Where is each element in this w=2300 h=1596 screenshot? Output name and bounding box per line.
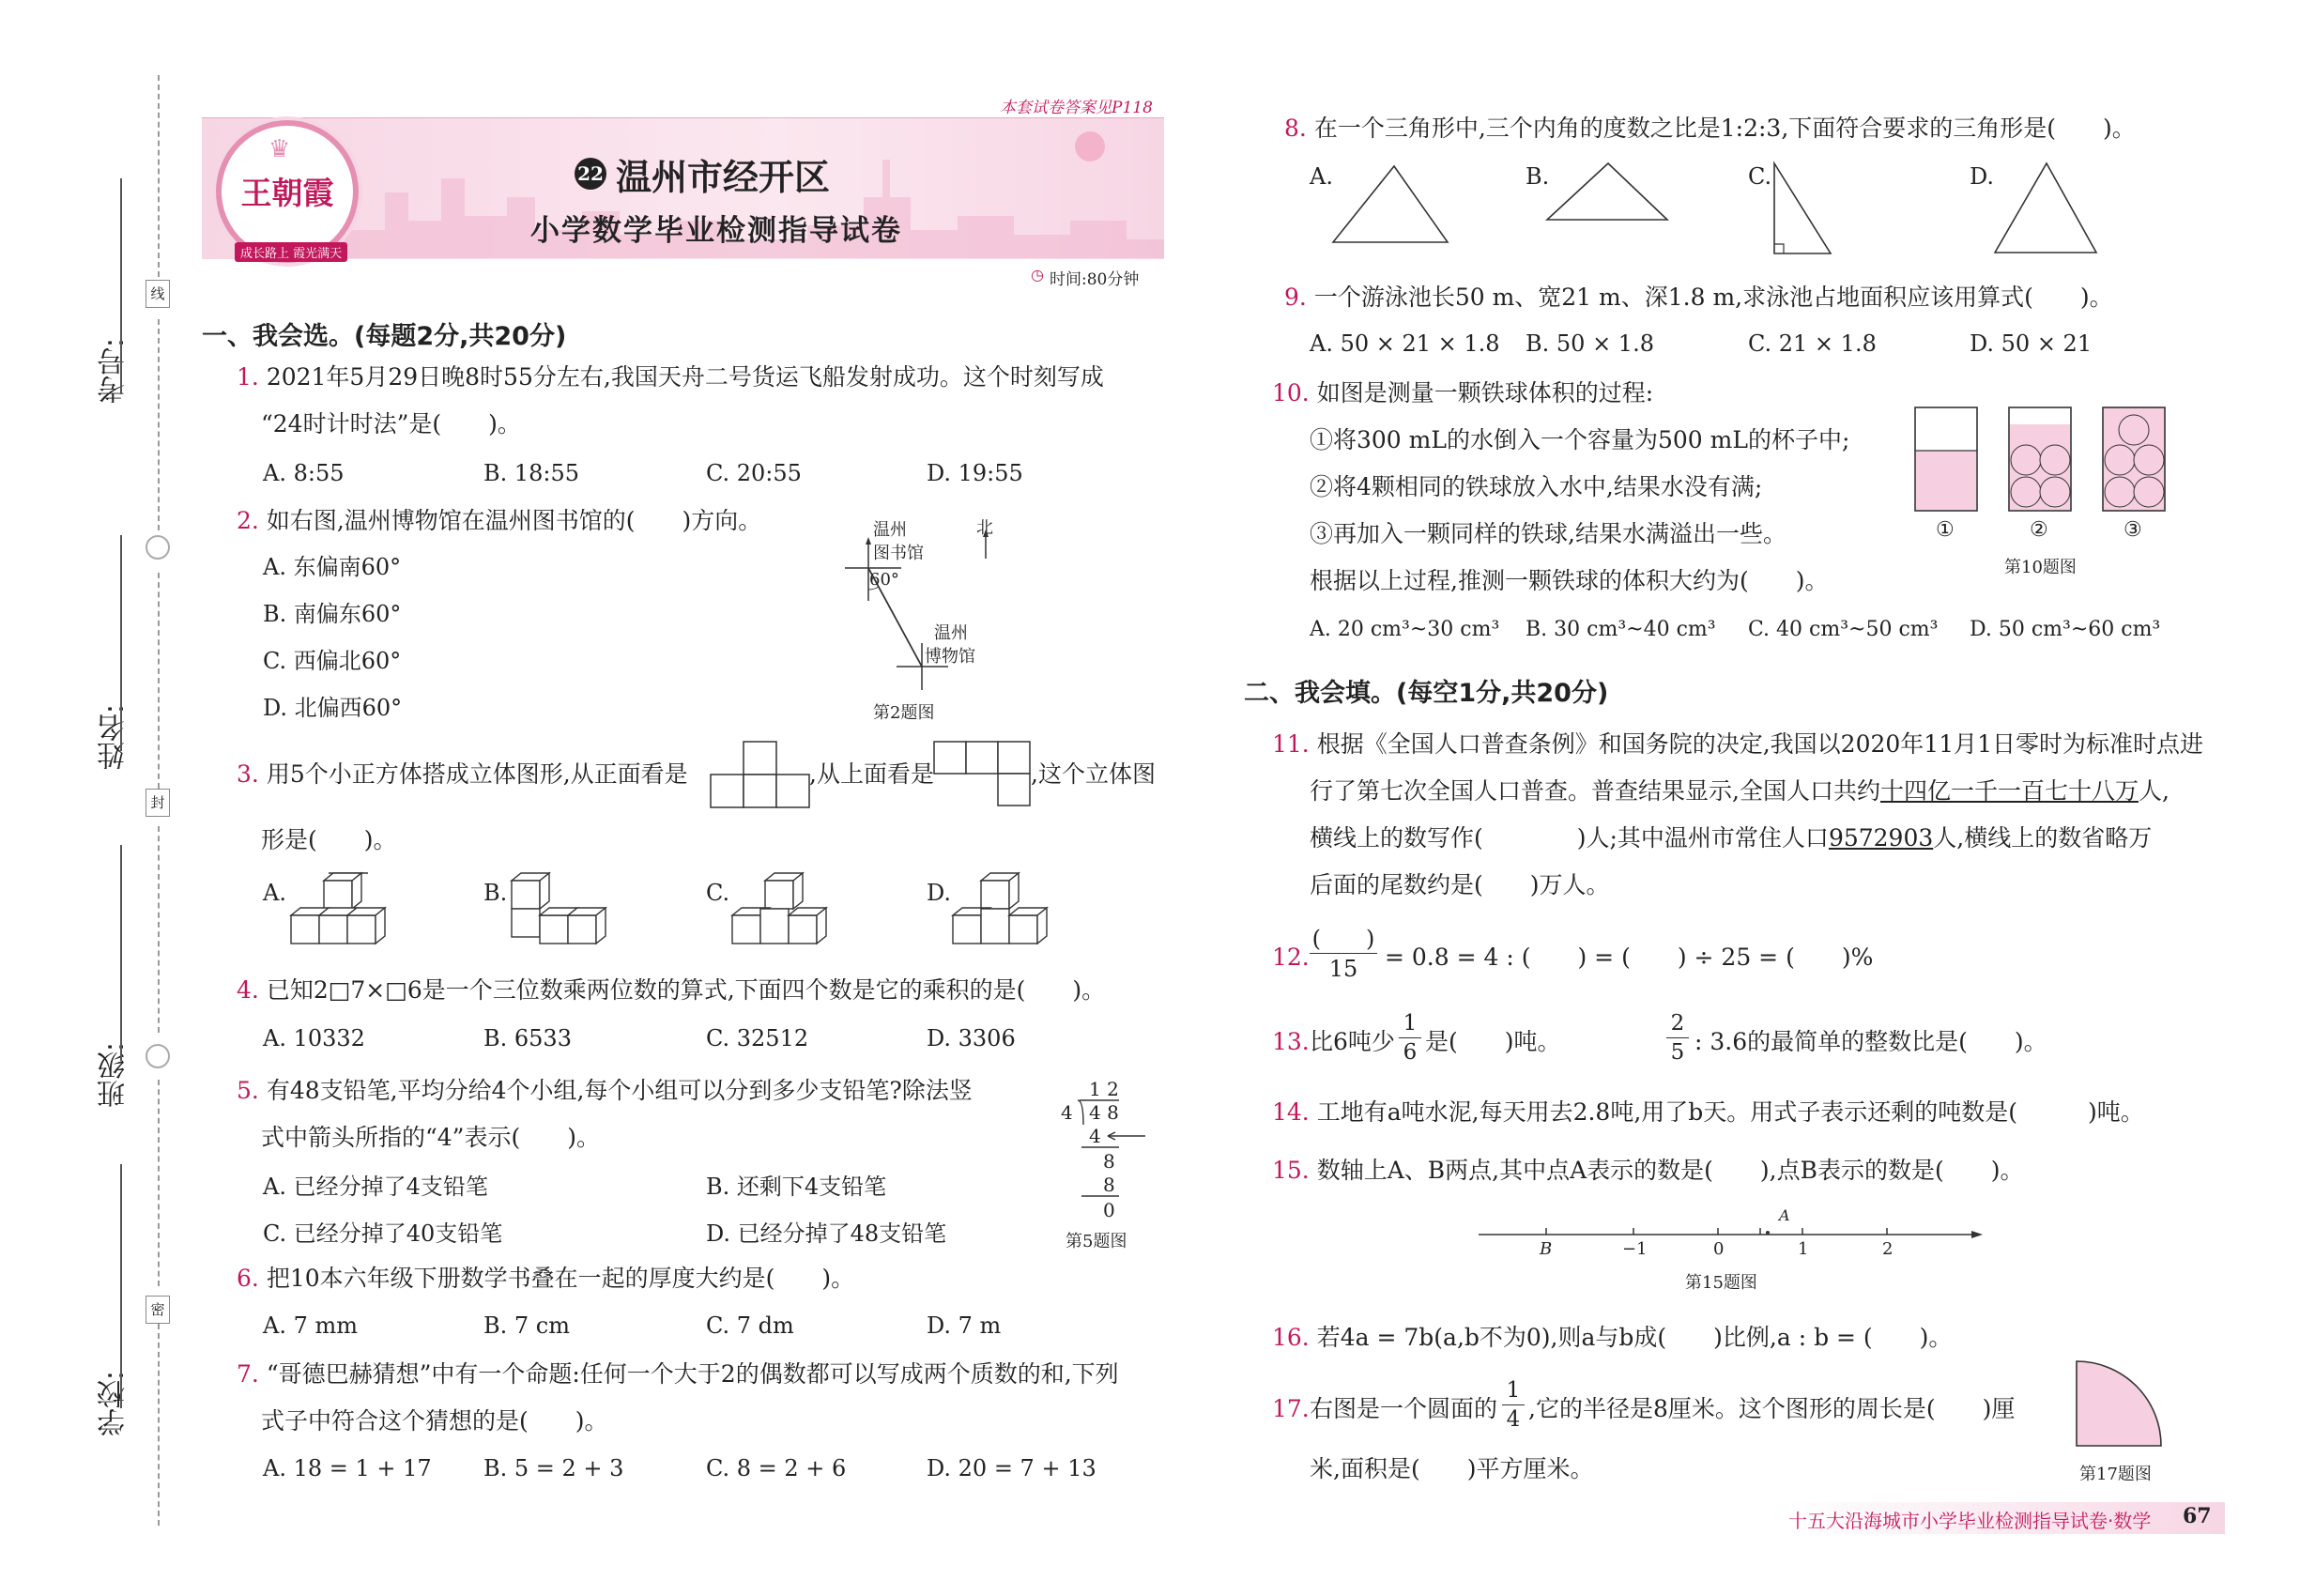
sun-decoration [1075, 131, 1105, 161]
q13-fraction-1 [1399, 1009, 1421, 1067]
q11-number: 11. [1272, 730, 1310, 758]
exam-title: 温州市经开区 [616, 157, 831, 198]
q1-option-a[interactable]: A. 8:55 [263, 460, 345, 486]
q7-option-b[interactable]: B. 5 = 2 + 3 [483, 1455, 624, 1481]
exam-subtitle: 小学数学毕业检测指导试卷 [530, 214, 902, 248]
q9-option-b[interactable]: B. 50 × 1.8 [1526, 330, 1654, 357]
page-number: 67 [2183, 1504, 2212, 1528]
binding-line-5 [158, 1080, 160, 1286]
q13-part-c: : 3.6的最简单的整数比是( )。 [1694, 1028, 2047, 1055]
q5-text: 有48支铅笔,平均分给4个小组,每个小组可以分到多少支铅笔?除法竖 [266, 1077, 973, 1104]
q7-option-d[interactable]: D. 20 = 7 + 13 [927, 1455, 1096, 1481]
q5-line2: 式中箭头所指的“4”表示( )。 [261, 1124, 600, 1151]
q13-part-a: 比6吨少 [1310, 1028, 1395, 1055]
binding-ring-2 [146, 1044, 170, 1068]
q13-fraction-2 [1666, 1009, 1689, 1067]
q12-equation: = 0.8 = 4 : ( ) = ( ) ÷ 25 = ( )% [1385, 944, 1874, 971]
q7 [237, 1358, 1119, 1390]
q13-fraction-1-den: 6 [1403, 1040, 1418, 1065]
q3-line2: 形是( )。 [261, 826, 397, 853]
q11-line3 [1310, 822, 2152, 854]
q8-triangle-a [1333, 164, 1450, 244]
q2-text: 如右图,温州博物馆在温州图书馆的( )方向。 [266, 507, 762, 534]
q1-option-b[interactable]: B. 18:55 [483, 460, 580, 486]
q7-number: 7. [237, 1360, 259, 1388]
q11-line2-a: 行了第七次全国人口普查。普查结果显示,全国人口共约 [1310, 777, 1880, 805]
q15 [1272, 1155, 2023, 1187]
q2-option-c[interactable]: C. 西偏北60° [263, 648, 402, 674]
q11-line2 [1310, 775, 2170, 807]
q15-tick-neg1: −1 [1622, 1239, 1648, 1259]
q17-quarter-circle [2075, 1359, 2164, 1449]
q17-line2: 米,面积是( )平方厘米。 [1310, 1455, 1594, 1482]
q1-option-c[interactable]: C. 20:55 [706, 460, 802, 486]
q5-divisor: 4 [1061, 1101, 1073, 1124]
section-2-title: 二、我会填。(每空1分,共20分) [1244, 679, 1609, 708]
binding-mark-line: 线 [146, 280, 170, 308]
q4 [237, 974, 1105, 1006]
q1-text: 2021年5月29日晚8时55分左右,我国天舟二号货运飞船发射成功。这个时刻写成 [266, 363, 1104, 391]
q10-option-c[interactable]: C. 40 cm³~50 cm³ [1748, 618, 1939, 641]
q5-row4: 0 [1103, 1199, 1115, 1221]
q17-fraction-den: 4 [1506, 1407, 1521, 1432]
q10-cups-figure [1915, 406, 2178, 514]
q5-dividend: 4 8 [1089, 1101, 1119, 1124]
q2-option-a[interactable]: A. 东偏南60° [263, 554, 402, 580]
q6-text: 把10本六年级下册数学书叠在一起的厚度大约是( )。 [266, 1265, 855, 1292]
q7-text: “哥德巴赫猜想”中有一个命题:任何一个大于2的偶数都可以写成两个质数的和,下列 [266, 1360, 1119, 1388]
q10-line3: ②将4颗相同的铁球放入水中,结果水没有满; [1310, 473, 1763, 500]
q9-number: 9. [1284, 284, 1307, 311]
q3-option-c-figure [732, 873, 845, 953]
q5-division-lines [1070, 1098, 1145, 1202]
binding-line-4 [158, 826, 160, 1033]
q3-option-a-figure [291, 873, 404, 953]
q8-triangle-d [1995, 161, 2098, 255]
q2-caption: 第2题图 [873, 703, 935, 723]
q10-option-a[interactable]: A. 20 cm³~30 cm³ [1310, 618, 1500, 641]
section-1-title: 一、我会选。(每题2分,共20分) [202, 322, 567, 351]
exam-number-field[interactable] [120, 178, 122, 394]
q10-line5: 根据以上过程,推测一颗铁球的体积大约为( )。 [1310, 567, 1829, 594]
q2-option-d[interactable]: D. 北偏西60° [263, 695, 403, 721]
q8-number: 8. [1284, 115, 1307, 142]
q10-cup-label-1: ① [1936, 518, 1955, 542]
q4-option-a[interactable]: A. 10332 [263, 1025, 365, 1051]
q9 [1284, 282, 2113, 314]
q8 [1284, 113, 2136, 145]
q17-number: 17. [1272, 1395, 1310, 1422]
q15-tick-0: 0 [1713, 1239, 1725, 1259]
q12-numerator: ( ) [1310, 925, 1377, 954]
binding-line-top [158, 75, 160, 277]
binding-mark-seal: 封 [146, 789, 170, 817]
label-exam-number: 考号: [98, 338, 130, 405]
q2-option-b[interactable]: B. 南偏东60° [263, 601, 402, 627]
q13-fraction-2-num: 2 [1666, 1009, 1689, 1038]
q12-denominator: 15 [1328, 956, 1358, 982]
q10-option-d[interactable]: D. 50 cm³~60 cm³ [1970, 618, 2161, 641]
q6-number: 6. [237, 1265, 259, 1292]
q10-text: 如图是测量一颗铁球体积的过程: [1316, 379, 1654, 407]
q8-triangle-c [1772, 161, 1838, 255]
q3-text-a: 用5个小正方体搭成立体图形,从正面看是 [266, 760, 688, 788]
q2-number: 2. [237, 507, 259, 534]
q11-line3-b: 人,横线上的数省略万 [1933, 824, 2153, 852]
label-class: 班级: [98, 1042, 130, 1109]
q10-line4: ③再加入一颗同样的铁球,结果水满溢出一些。 [1310, 520, 1786, 547]
q11-line3-a: 横线上的数写作( )人;其中温州市常住人口 [1310, 824, 1829, 852]
q7-option-a[interactable]: A. 18 = 1 + 17 [263, 1455, 432, 1481]
q10-cup-label-2: ② [2030, 518, 2048, 542]
q13-part-b: 是( )吨。 [1425, 1028, 1561, 1055]
q5-row1: 4 [1089, 1125, 1101, 1147]
school-field[interactable] [120, 1164, 122, 1408]
q16-number: 16. [1272, 1324, 1310, 1351]
q12-number: 12. [1272, 944, 1310, 971]
q15-text: 数轴上A、B两点,其中点A表示的数是( ),点B表示的数是( )。 [1316, 1157, 2024, 1184]
exam-number-badge: 22 [575, 158, 606, 190]
q3-text-c: ,这个立体图 [1031, 760, 1156, 788]
q4-text: 已知2□7×□6是一个三位数乘两位数的算式,下面四个数是它的乘积的是( )。 [266, 976, 1106, 1004]
q9-option-c[interactable]: C. 21 × 1.8 [1748, 330, 1877, 357]
q6-option-d[interactable]: D. 7 m [927, 1312, 1002, 1339]
q8-option-c[interactable]: C. [1748, 163, 1772, 190]
label-school: 学校: [98, 1371, 130, 1437]
q3-top-view [934, 742, 1030, 806]
q2-museum-label-1: 温州 [934, 623, 968, 643]
q1 [237, 361, 1104, 393]
binding-mark-secret: 密 [146, 1296, 170, 1324]
q17-part-a: 右图是一个圆面的 [1310, 1395, 1498, 1422]
class-field[interactable] [120, 845, 122, 1061]
q2-north-label: 北 [976, 518, 993, 538]
q9-option-d[interactable]: D. 50 × 21 [1970, 330, 2093, 357]
q5-option-d[interactable]: D. 已经分掉了48支铅笔 [706, 1220, 947, 1247]
q11-line2-b: 人, [2138, 777, 2170, 805]
answer-reference: 本套试卷答案见P118 [1000, 99, 1153, 117]
q2-museum-label-2: 博物馆 [925, 647, 975, 667]
q9-text: 一个游泳池长50 m、宽21 m、深1.8 m,求泳池占地面积应该用算式( )。 [1313, 284, 2113, 311]
q8-triangle-b [1547, 161, 1669, 223]
q8-option-d[interactable]: D. [1970, 163, 1995, 190]
binding-ring-1 [146, 535, 170, 560]
q5 [237, 1075, 973, 1107]
q5-option-a[interactable]: A. 已经分掉了4支铅笔 [263, 1174, 488, 1200]
label-name: 姓名: [98, 704, 130, 771]
binding-line-2 [158, 319, 160, 530]
q17-caption: 第17题图 [2079, 1465, 2152, 1484]
q1-number: 1. [237, 363, 259, 391]
q12-fraction [1310, 925, 1377, 984]
q5-row2: 8 [1103, 1150, 1115, 1173]
q2-angle-label: 60° [869, 570, 899, 590]
name-field[interactable] [120, 535, 122, 751]
q10 [1272, 377, 1653, 409]
q3-number: 3. [237, 760, 259, 788]
q2-library-label-1: 温州 [873, 520, 907, 540]
q15-caption: 第15题图 [1685, 1273, 1757, 1293]
q11-line4: 后面的尾数约是( )万人。 [1310, 871, 1610, 898]
q10-option-b[interactable]: B. 30 cm³~40 cm³ [1526, 618, 1716, 641]
footer-title: 十五大沿海城市小学毕业检测指导试卷·数学 [1788, 1510, 2152, 1532]
q2 [237, 505, 761, 537]
q11-underlined-number: 十四亿一千一百七十八万 [1879, 777, 2139, 805]
q13-fraction-1-num: 1 [1399, 1009, 1421, 1038]
q13-fraction-2-den: 5 [1670, 1040, 1685, 1065]
q6-option-a[interactable]: A. 7 mm [263, 1312, 359, 1339]
q3-option-d[interactable]: D. [927, 880, 952, 906]
q4-option-b[interactable]: B. 6533 [483, 1025, 572, 1051]
q10-number: 10. [1272, 379, 1310, 407]
q6-option-c[interactable]: C. 7 dm [706, 1312, 794, 1339]
q14-number: 14. [1272, 1098, 1310, 1126]
q15-point-b: B [1540, 1239, 1553, 1259]
q16-text: 若4a = 7b(a,b不为0),则a与b成( )比例,a : b = ( )。 [1316, 1324, 1953, 1351]
q17-fraction-num: 1 [1502, 1376, 1525, 1405]
q7-line2: 式子中符合这个猜想的是( )。 [261, 1407, 608, 1435]
binding-line-3 [158, 573, 160, 789]
q4-option-d[interactable]: D. 3306 [927, 1025, 1016, 1051]
q3-option-a[interactable]: A. [263, 880, 286, 906]
clock-icon: ◷ [1031, 266, 1044, 284]
q8-text: 在一个三角形中,三个内角的度数之比是1:2:3,下面符合要求的三角形是( )。 [1313, 115, 2136, 142]
q14 [1272, 1097, 2144, 1128]
q3-option-b-figure [507, 873, 620, 953]
q5-quotient: 1 2 [1089, 1078, 1119, 1100]
q3-option-c[interactable]: C. [706, 880, 730, 906]
q7-option-c[interactable]: C. 8 = 2 + 6 [706, 1455, 847, 1481]
q5-option-c[interactable]: C. 已经分掉了40支铅笔 [263, 1220, 503, 1247]
brand-name: 王朝霞 [240, 175, 334, 211]
exam-time: 时间:80分钟 [1050, 270, 1140, 289]
q11-text: 根据《全国人口普查条例》和国务院的决定,我国以2020年11月1日零时为标准时点进 [1316, 730, 2204, 758]
q13-number: 13. [1272, 1028, 1310, 1055]
q10-line2: ①将300 mL的水倒入一个容量为500 mL的杯子中; [1310, 426, 1850, 453]
q6 [237, 1263, 854, 1295]
q15-number-line [1479, 1220, 1986, 1258]
q5-number: 5. [237, 1077, 259, 1104]
q3-front-view [711, 742, 809, 807]
q11 [1272, 729, 2203, 760]
q4-option-c[interactable]: C. 32512 [706, 1025, 809, 1051]
crown-icon: ♛ [268, 135, 291, 163]
q3 [237, 759, 688, 790]
q14-text: 工地有a吨水泥,每天用去2.8吨,用了b天。用式子表示还剩的吨数是( )吨。 [1316, 1098, 2144, 1126]
q2-library-label-2: 图书馆 [873, 544, 924, 563]
q15-tick-1: 1 [1798, 1239, 1809, 1259]
q15-point-a: A [1779, 1206, 1790, 1224]
q9-option-a[interactable]: A. 50 × 21 × 1.8 [1310, 330, 1500, 357]
q1-option-d[interactable]: D. 19:55 [927, 460, 1023, 486]
q5-caption: 第5题图 [1066, 1232, 1127, 1251]
q4-number: 4. [237, 976, 259, 1004]
brand-slogan: 成长路上 霞光满天 [235, 242, 347, 262]
q10-caption: 第10题图 [2004, 558, 2077, 577]
q8-option-b[interactable]: B. [1526, 163, 1550, 190]
q17-part-b: ,它的半径是8厘米。这个图形的周长是( )厘 [1528, 1395, 2016, 1422]
q10-cup-label-3: ③ [2124, 518, 2142, 542]
q1-line2: “24时计时法”是( )。 [261, 410, 521, 437]
q3-option-b[interactable]: B. [483, 880, 508, 906]
q16 [1272, 1322, 1952, 1354]
binding-line-6 [158, 1324, 160, 1526]
q5-row3: 8 [1103, 1174, 1115, 1196]
q5-option-b[interactable]: B. 还剩下4支铅笔 [706, 1174, 887, 1200]
q15-tick-2: 2 [1882, 1239, 1894, 1259]
q3-text-b: ,从上面看是 [809, 760, 934, 788]
q11-underlined-population: 9572903 [1828, 824, 1934, 852]
q8-option-a[interactable]: A. [1310, 163, 1333, 190]
q17-fraction [1502, 1376, 1525, 1434]
q15-number: 15. [1272, 1157, 1310, 1184]
q6-option-b[interactable]: B. 7 cm [483, 1312, 570, 1339]
q3-option-d-figure [953, 873, 1066, 953]
